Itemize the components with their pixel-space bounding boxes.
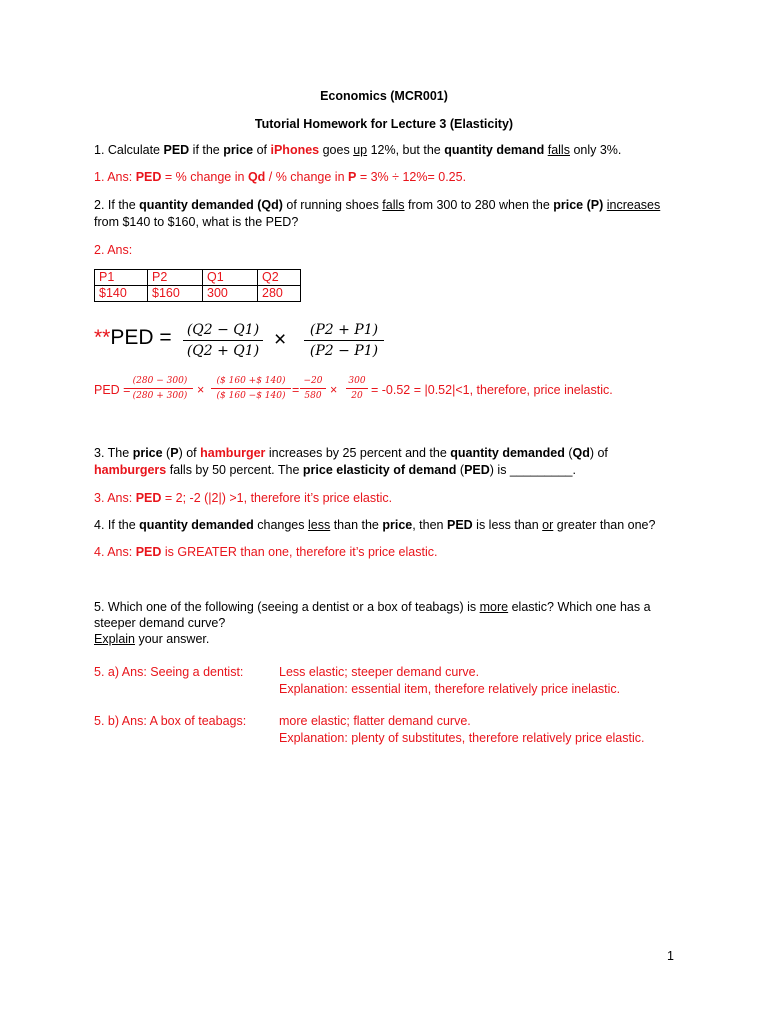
calc-result: = -0.52 = |0.52|<1, therefore, price inelastic. (371, 383, 613, 397)
table-cell: 280 (258, 286, 301, 302)
multiply-sign: × (274, 328, 287, 351)
answer-4: 4. Ans: PED is GREATER than one, therefore it’s price elastic. (94, 545, 438, 559)
table-header-cell: Q2 (258, 270, 301, 286)
question-4: 4. If the quantity demanded changes less than the price, then PED is less than or greater than one? (94, 518, 656, 532)
question-5-line-2: steeper demand curve? (94, 616, 226, 630)
calc-label: PED = (94, 383, 131, 397)
fraction-numerator: ($ 160 +$ 140) (211, 376, 291, 389)
fraction-numerator: (P2 + P1) (304, 322, 384, 341)
table-header-cell: P2 (148, 270, 203, 286)
fraction-numerator: 300 (346, 376, 368, 389)
table-header-row (95, 270, 301, 286)
question-2: 2. If the quantity demanded (Qd) of running shoes falls from 300 to 280 when the price (P) increases (94, 198, 661, 212)
calc-equals-sign: = (292, 383, 300, 397)
answer-2-label: 2. Ans: (94, 243, 133, 257)
calc-fraction-price (211, 376, 291, 401)
table-row (95, 286, 301, 302)
table-cell: $160 (148, 286, 203, 302)
calc-fraction-result-quantity (300, 376, 326, 401)
table-header-cell: P1 (95, 270, 148, 286)
answer-5a-line-1: Less elastic; steeper demand curve. (279, 665, 480, 679)
fraction-denominator: 20 (351, 391, 363, 401)
calc-fraction-result-price (346, 376, 368, 401)
answer-5b-line-2: Explanation: plenty of substitutes, therefore relatively price elastic. (279, 731, 645, 745)
question-2-line-2: from $140 to $160, what is the PED? (94, 215, 299, 229)
document-title: Economics (MCR001) (320, 89, 448, 103)
document-subtitle: Tutorial Homework for Lecture 3 (Elasticity) (254, 117, 514, 131)
answer-1: 1. Ans: PED = % change in Qd / % change in P = 3% ÷ 12%= 0.25. (94, 170, 467, 184)
fraction-numerator: −20 (300, 376, 326, 389)
calc-fraction-quantity (127, 376, 193, 401)
fraction-denominator: 580 (304, 391, 322, 401)
table-header-cell: Q1 (203, 270, 258, 286)
ped-formula-price-fraction (304, 322, 384, 359)
fraction-denominator: (Q2 + Q1) (186, 343, 260, 359)
question-5: 5. Which one of the following (seeing a dentist or a box of teabags) is more elastic? Which one has a (94, 600, 651, 614)
calc-multiply-sign-2: × (330, 383, 338, 397)
fraction-numerator: (280 − 300) (127, 376, 193, 389)
answer-5a-line-2: Explanation: essential item, therefore relatively price inelastic. (279, 682, 621, 696)
ped-formula-quantity-fraction (183, 322, 263, 359)
question-5-line-3: Explain your answer. (94, 632, 210, 646)
question-3-line-2: hamburgers falls by 50 percent. The price elasticity of demand (PED) is _________. (94, 463, 576, 477)
answer-3: 3. Ans: PED = 2; -2 (|2|) >1, therefore it’s price elastic. (94, 491, 393, 505)
question-3: 3. The price (P) of hamburger increases by 25 percent and the quantity demanded (Qd) of (94, 446, 608, 460)
fraction-denominator: ($ 160 −$ 140) (216, 391, 286, 401)
calc-multiply-sign: × (197, 383, 205, 397)
table-cell: 300 (203, 286, 258, 302)
answer-5a-label: 5. a) Ans: Seeing a dentist: (94, 665, 244, 679)
question-1: 1. Calculate PED if the price of iPhones goes up 12%, but the quantity demand falls only 3%. (94, 143, 622, 157)
price-quantity-table (94, 269, 301, 302)
table-cell: $140 (95, 286, 148, 302)
answer-5b-label: 5. b) Ans: A box of teabags: (94, 714, 247, 728)
fraction-denominator: (P2 − P1) (309, 343, 379, 359)
ped-formula-label: **PED = (94, 326, 172, 349)
page-number: 1 (667, 949, 674, 963)
fraction-denominator: (280 + 300) (132, 391, 188, 401)
fraction-numerator: (Q2 − Q1) (183, 322, 263, 341)
answer-5b-line-1: more elastic; flatter demand curve. (279, 714, 471, 728)
